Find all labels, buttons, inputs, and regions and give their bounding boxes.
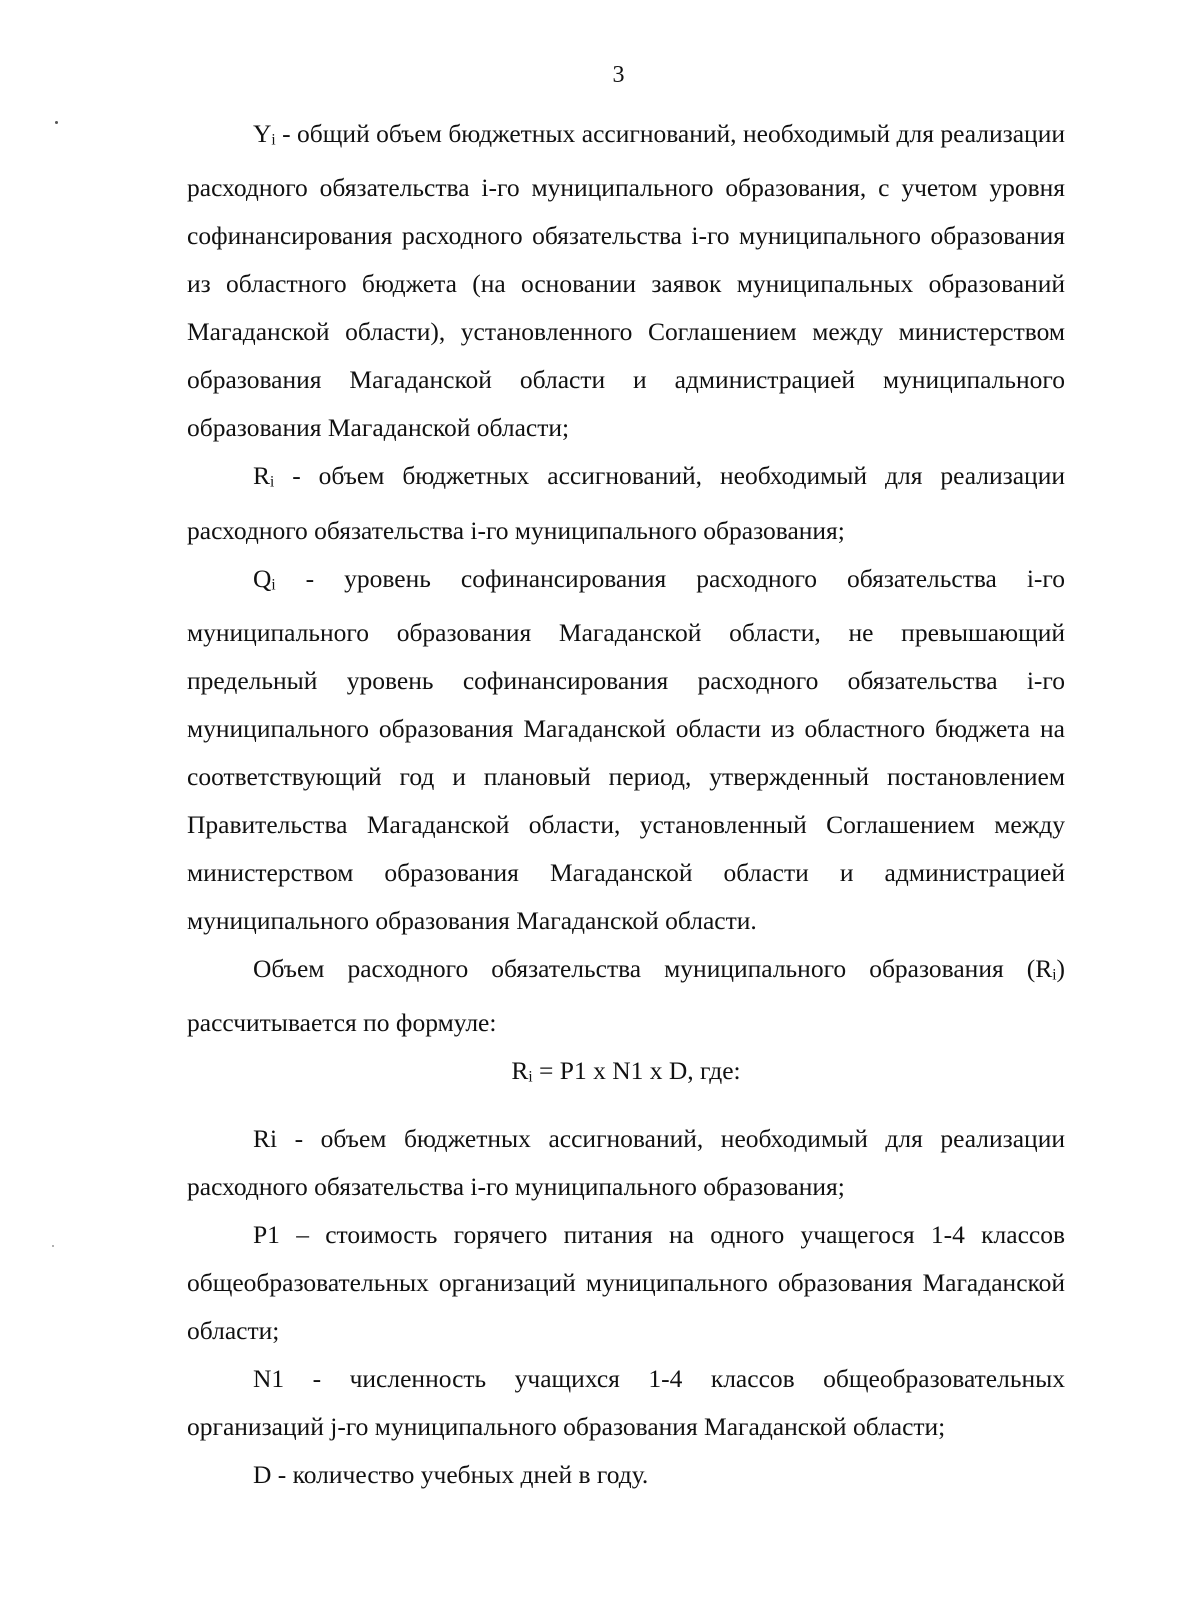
definition-p1: P1 – стоимость горячего питания на одного учащегося 1-4 классов общеобразовательных организаций муниципального образования Магаданской области; (187, 1220, 1065, 1346)
formula-intro: Объем расходного обязательства муниципального образования $(R_i)$ рассчитывается по формуле: (187, 953, 1065, 1038)
definition-y: $Y_i$ - общий объем бюджетных ассигнований, необходимый для реализации расходного обязательства i-го муниципального образования, с учетом уровня софинансирования расходного обязательства i-го муниципального образования из областного бюджета (на основании заявок муниципальных образований Магаданской области), установленного Соглашением между министерством образования Магаданской области и администрацией муниципального образования Магаданской области; (187, 119, 1065, 443)
definition-n1: N1 - численность учащихся 1-4 классов общеобразовательных организаций j-го муниципального образования Магаданской области; (187, 1364, 1065, 1442)
definition-q: $Q_i$ - уровень софинансирования расходного обязательства i-го муниципального образования Магаданской области, не превышающий предельный уровень софинансирования расходного обязательства i-го муниципального образования Магаданской области из областного бюджета на соответствующий год и плановый период, утвержденный постановлением Правительства Магаданской области, установленный Соглашением между министерством образования Магаданской области и администрацией муниципального образования Магаданской области. (187, 563, 1065, 935)
scan-speck-top (55, 121, 58, 124)
scan-speck-mid (52, 1245, 54, 1247)
definition-d: D - количество учебных дней в году. (253, 1460, 649, 1490)
formula: $R_i = P1$ x N1 x D, где: (511, 1056, 741, 1086)
document-body (187, 110, 1065, 1499)
page-number: 3 (612, 62, 625, 88)
definition-r: $R_i$ - объем бюджетных ассигнований, необходимый для реализации расходного обязательства i-го муниципального образования; (187, 461, 1065, 545)
definition-ri: Ri - объем бюджетных ассигнований, необходимый для реализации расходного обязательства i-го муниципального образования; (187, 1124, 1065, 1202)
